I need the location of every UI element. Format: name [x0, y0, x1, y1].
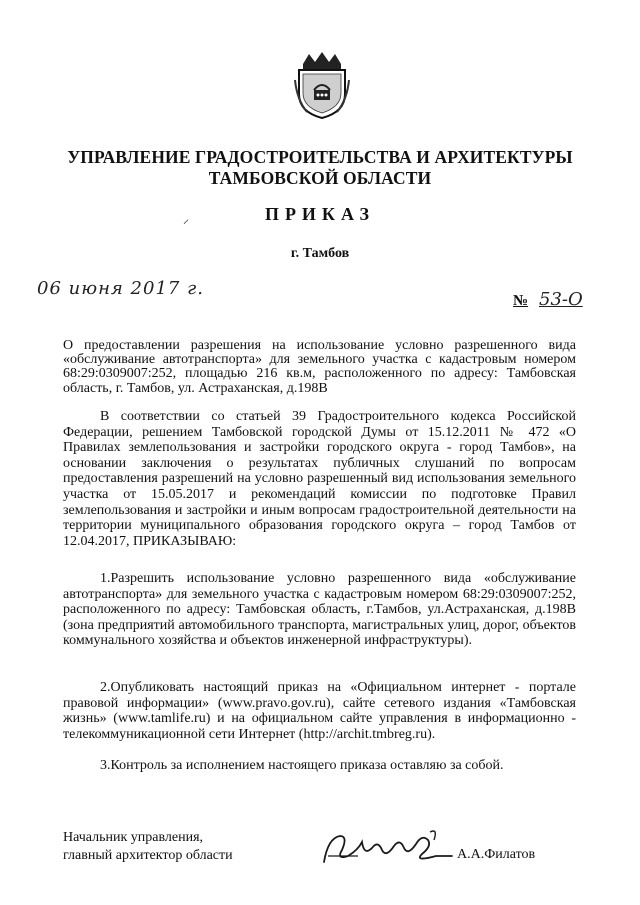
scan-mark: ⸝ — [183, 212, 190, 226]
city-name: г. Тамбов — [290, 246, 350, 261]
order-number-handwritten: 53-О — [539, 289, 583, 310]
document-type-title: ПРИКАЗ — [264, 204, 376, 224]
handwritten-signature — [318, 826, 456, 870]
order-item-2: 2.Опубликовать настоящий приказ на «Официальном интернет - портале правовой информации» (www.pravo.gov.ru), сайте сетевого издания «Тамбовская жизнь» (www.tamlife.ru) и на официальном сайте управления в информационно - телекоммуникационной сети Интернет (http://archit.tmbreg.ru). — [63, 680, 576, 742]
signatory-name: А.А.Филатов — [457, 847, 536, 862]
order-number-label: № — [513, 293, 529, 309]
order-item-3: 3.Контроль за исполнением настоящего приказа оставляю за собой. — [100, 758, 504, 773]
signatory-position-line1: Начальник управления, — [63, 830, 204, 845]
order-subject: О предоставлении разрешения на использование условно разрешенного вида «обслуживание автотранспорта» для земельного участка с кадастровым номером 68:29:0309007:252, площадью 216 кв.м, расположенного по адресу: Тамбовская область, г. Тамбов, ул. Астраханская, д.198В — [63, 338, 576, 396]
signatory-position-line2: главный архитектор области — [63, 848, 233, 863]
organization-name-line1: УПРАВЛЕНИЕ ГРАДОСТРОИТЕЛЬСТВА И АРХИТЕКТУРЫ — [67, 147, 573, 167]
signatory-position — [63, 829, 233, 865]
order-item-1: 1.Разрешить использование условно разрешенного вида «обслуживание автотранспорта» для земельного участка с кадастровым номером 68:29:0309007:252, расположенного по адресу: Тамбовская область, г.Тамбов, ул.Астраханская, д.198В (зона предприятий автомобильного транспорта, магистральных улиц, дорог, объектов коммунального хозяйства и объектов инженерной инфраструктуры). — [63, 571, 576, 649]
organization-name-line2: ТАМБОВСКОЙ ОБЛАСТИ — [208, 168, 432, 188]
order-date-handwritten: 06 июня 2017 г. — [37, 278, 204, 299]
coat-of-arms-icon — [293, 50, 351, 120]
preamble-paragraph: В соответствии со статьей 39 Градостроительного кодекса Российской Федерации, решением Тамбовской городской Думы от 15.12.2011 № 472 «О Правилах землепользования и застройки городского округа - город Тамбов», на основании заключения о результатах публичных слушаний по вопросам предоставления разрешений на условно разрешенный вид использования земельного участка от 15.05.2017 и рекомендаций комиссии по подготовке Правил землепользования и застройки и иным вопросам градостроительной деятельности на территории муниципального образования городского округа – город Тамбов от 12.04.2017, ПРИКАЗЫВАЮ: — [63, 409, 576, 549]
